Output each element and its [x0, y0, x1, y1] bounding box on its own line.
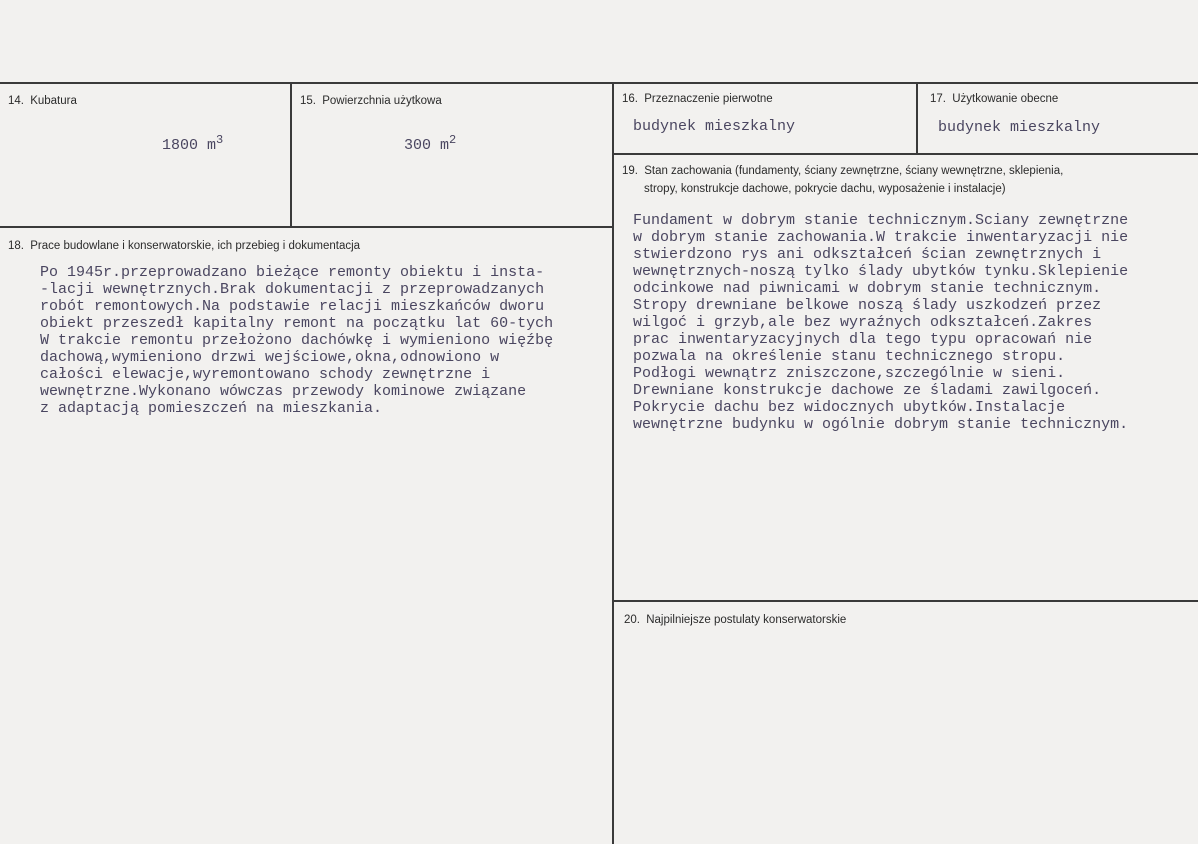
prace-line: Po 1945r.przeprowadzano bieżące remonty obiektu i insta- — [40, 264, 545, 281]
prace-line: wewnętrzne.Wykonano wówczas przewody kominowe związane — [40, 383, 527, 400]
stan-line: Podłogi wewnątrz zniszczone,szczególnie w sieni. — [633, 365, 1066, 382]
stan-line: Fundament w dobrym stanie technicznym.Sciany zewnętrzne — [633, 212, 1129, 229]
field-number: 17. — [930, 93, 946, 105]
stan-line: prac inwentaryzacyjnych dla tego typu opracowań nie — [633, 331, 1093, 348]
prace-line: robót remontowych.Na podstawie relacji mieszkańców dworu — [40, 298, 545, 315]
prace-line: obiekt przeszedł kapitalny remont na początku lat 60-tych — [40, 315, 554, 332]
field-label-text: Najpilniejsze postulaty konserwatorskie — [646, 614, 847, 626]
field-number: 18. — [8, 240, 24, 252]
field-19-label — [622, 162, 1063, 198]
powierzchnia-value — [368, 116, 456, 171]
stan-line: wilgoć i grzyb,ale bez wyraźnych odkształceń.Zakres — [633, 314, 1093, 331]
prace-line: -lacji wewnętrznych.Brak dokumentacji z przeprowadzanych — [40, 281, 545, 298]
field-label-text: Powierzchnia użytkowa — [322, 95, 442, 107]
prace-line: z adaptacją pomieszczeń na mieszkania. — [40, 400, 383, 417]
field-number: 15. — [300, 95, 316, 107]
stan-line: Drewniane konstrukcje dachowe ze śladami zawilgoceń. — [633, 382, 1102, 399]
prace-line: W trakcie remontu przełożono dachówkę i wymieniono więźbę — [40, 332, 554, 349]
kubatura-number: 1800 m — [162, 137, 217, 154]
powierzchnia-exponent: 2 — [449, 133, 457, 147]
field-15-label — [300, 92, 442, 110]
stan-line: pozwala na określenie stanu technicznego stropu. — [633, 348, 1066, 365]
field-label-text: Użytkowanie obecne — [952, 93, 1059, 105]
col-divider-14-15 — [290, 82, 292, 227]
field-number: 16. — [622, 93, 638, 105]
stan-line: Pokrycie dachu bez widocznych ubytków.Instalacje — [633, 399, 1066, 416]
col-divider-main — [612, 82, 614, 844]
prace-line: dachową,wymieniono drzwi wejściowe,okna,odnowiono w — [40, 349, 500, 366]
field-label-text: Prace budowlane i konserwatorskie, ich przebieg i dokumentacja — [30, 240, 361, 252]
powierzchnia-number: 300 m — [404, 137, 450, 154]
stan-line: wewnętrznych-noszą tylko ślady ubytków tynku.Sklepienie — [633, 263, 1129, 280]
field-label-text: Przeznaczenie pierwotne — [644, 93, 773, 105]
prace-line: całości elewacje,wyremontowano schody zewnętrzne i — [40, 366, 491, 383]
field-18-label — [8, 237, 360, 255]
field-number: 14. — [8, 95, 24, 107]
kubatura-value — [126, 116, 223, 171]
row-divider-top — [0, 82, 1198, 84]
field-label-line2: stropy, konstrukcje dachowe, pokrycie dachu, wyposażenie i instalacje) — [644, 183, 1006, 195]
field-14-label — [8, 92, 77, 110]
field-17-label — [930, 90, 1058, 108]
field-16-label — [622, 90, 773, 108]
stan-line: odcinkowe nad piwnicami w dobrym stanie technicznym. — [633, 280, 1102, 297]
field-20-label — [624, 611, 846, 629]
stan-line: stwierdzono rys ani odkształceń ścian zewnętrznych i — [633, 246, 1102, 263]
stan-line: wewnętrzne budynku w ogólnie dobrym stanie technicznym. — [633, 416, 1129, 433]
col-divider-16-17 — [916, 82, 918, 154]
stan-line: w dobrym stanie zachowania.W trakcie inwentaryzacji nie — [633, 229, 1129, 246]
row-divider-prace — [0, 226, 614, 228]
row-divider-postulaty — [612, 600, 1198, 602]
field-label-text: Kubatura — [30, 95, 77, 107]
row-divider-stan — [612, 153, 1198, 155]
kubatura-exponent: 3 — [216, 133, 224, 147]
stan-text — [633, 212, 1128, 433]
stan-line: Stropy drewniane belkowe noszą ślady uszkodzeń przez — [633, 297, 1102, 314]
prace-text — [40, 264, 553, 417]
uzytkowanie-value: budynek mieszkalny — [938, 119, 1101, 136]
field-number: 20. — [624, 614, 640, 626]
field-label-line1: Stan zachowania (fundamenty, ściany zewnętrzne, ściany wewnętrzne, sklepienia, — [644, 165, 1064, 177]
przeznaczenie-value: budynek mieszkalny — [633, 118, 796, 135]
field-number: 19. — [622, 165, 638, 177]
